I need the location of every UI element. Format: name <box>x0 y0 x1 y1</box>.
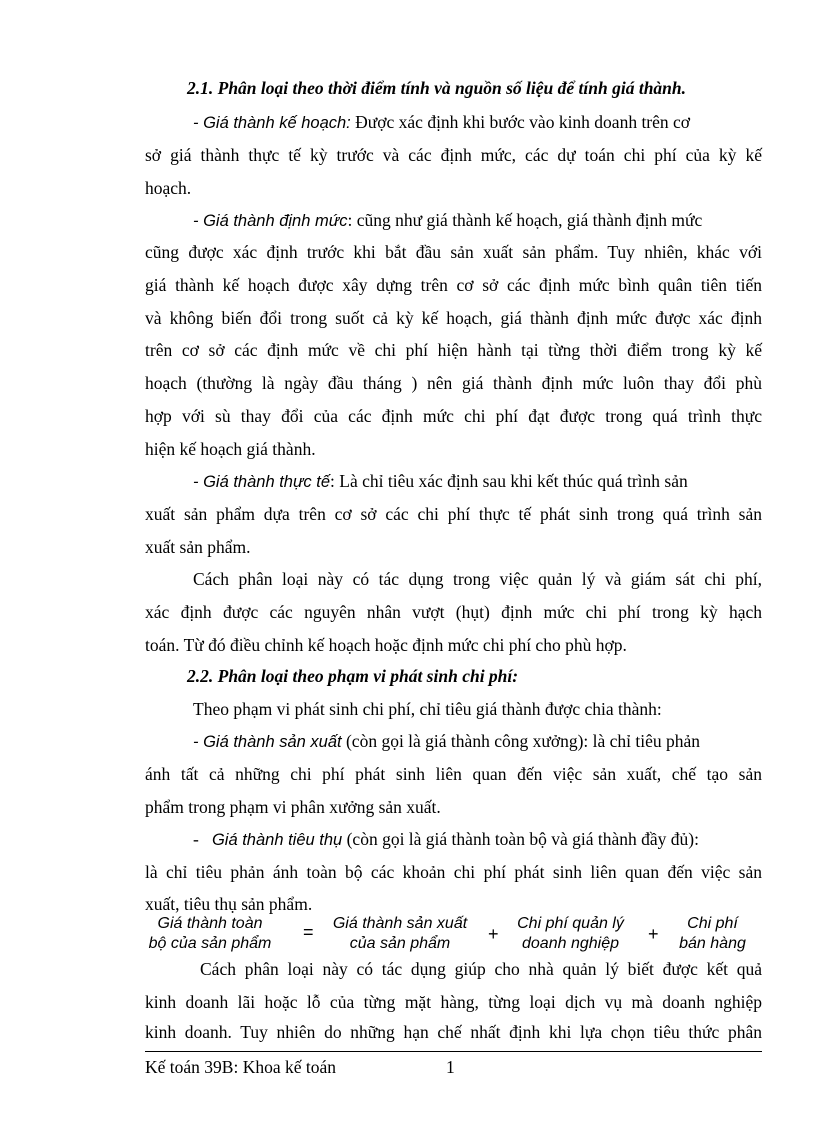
paragraph-consumption-cost: - Giá thành tiêu thụ (còn gọi là giá thành toàn bộ và giá thành đầy đủ): <box>193 829 699 849</box>
text-line: hoạch (thường là ngày đầu tháng ) nên giá thành định mức luôn thay đổi phù <box>145 373 762 393</box>
term-production-cost: - Giá thành sản xuất <box>193 733 342 751</box>
footer-label: Kế toán 39B: Khoa kế toán <box>145 1057 336 1077</box>
plus-sign: + <box>488 924 499 944</box>
text-line: xuất, tiêu thụ sản phẩm. <box>145 894 313 914</box>
text-line: Cách phân loại này có tác dụng trong việc quản lý và giám sát chi phí, <box>193 569 762 589</box>
paragraph-norm-cost: - Giá thành định mức: cũng như giá thành kế hoạch, giá thành định mức <box>193 210 703 230</box>
text-line: xuất sản phẩm dựa trên cơ sở các chi phí thực tế phát sinh trong quá trình sản <box>145 504 762 524</box>
text-line: ánh tất cả những chi phí phát sinh liên quan đến việc sản xuất, chế tạo sản <box>145 764 762 784</box>
text-line: trên cơ sở các định mức về chi phí hiện hành tại từng thời điểm trong kỳ kế <box>145 340 762 360</box>
footer-divider <box>145 1051 762 1052</box>
text-line: là chỉ tiêu phản ánh toàn bộ các khoản chi phí phát sinh liên quan đến việc sản <box>145 862 762 882</box>
section-heading-2-2: 2.2. Phân loại theo phạm vi phát sinh chi phí: <box>187 666 519 686</box>
text-line: xuất sản phẩm. <box>145 537 251 557</box>
formula-term-management-cost: Chi phí quản lý doanh nghiệp <box>517 915 624 952</box>
text-line: giá thành kế hoạch được xây dựng trên cơ sở các định mức bình quân tiên tiến <box>145 275 762 295</box>
text-line: và không biến đổi trong suốt cả kỳ kế hoạch, giá thành định mức được xác định <box>145 308 762 328</box>
text-line: hoạch. <box>145 178 192 198</box>
equals-sign: = <box>303 922 314 942</box>
text-line: kinh doanh. Tuy nhiên do những hạn chế nhất định khi lựa chọn tiêu thức phân <box>145 1022 762 1042</box>
term-plan-cost: - Giá thành kế hoạch: <box>193 114 351 132</box>
cost-formula <box>145 912 765 956</box>
section-heading-2-1: 2.1. Phân loại theo thời điểm tính và nguồn số liệu để tính giá thành. <box>187 78 687 98</box>
term-norm-cost: - Giá thành định mức <box>193 212 348 230</box>
formula-term-total-cost: Giá thành toàn bộ của sản phẩm <box>148 915 272 952</box>
paragraph-production-cost: - Giá thành sản xuất (còn gọi là giá thành công xưởng): là chỉ tiêu phản <box>193 731 701 751</box>
paragraph-plan-cost: - Giá thành kế hoạch: Được xác định khi bước vào kinh doanh trên cơ <box>193 112 691 132</box>
text-line: kinh doanh lãi hoặc lỗ của từng mặt hàng, từng loại dịch vụ mà doanh nghiệp <box>145 992 762 1012</box>
plus-sign: + <box>648 924 659 944</box>
text-line: hợp với sù thay đổi của các định mức chi phí đạt được trong quá trình thực <box>145 406 762 426</box>
text-line: Theo phạm vi phát sinh chi phí, chỉ tiêu giá thành được chia thành: <box>193 699 662 719</box>
text-line: sở giá thành thực tế kỳ trước và các định mức, các dự toán chi phí của kỳ kế <box>145 145 762 165</box>
paragraph-actual-cost: - Giá thành thực tế: Là chỉ tiêu xác định sau khi kết thúc quá trình sản <box>193 471 688 491</box>
text-line: Cách phân loại này có tác dụng giúp cho nhà quản lý biết được kết quả <box>200 959 762 979</box>
page-number: 1 <box>446 1057 455 1077</box>
formula-term-production-cost: Giá thành sản xuất của sản phẩm <box>332 915 468 952</box>
text-line: hiện kế hoạch giá thành. <box>145 439 316 459</box>
text-line: xác định được các nguyên nhân vượt (hụt) định mức chi phí trong kỳ hạch <box>145 602 762 622</box>
text-line: toán. Từ đó điều chỉnh kế hoạch hoặc định mức chi phí cho phù hợp. <box>145 635 627 655</box>
text-line: cũng được xác định trước khi bắt đầu sản xuất sản phẩm. Tuy nhiên, khác với <box>145 242 762 262</box>
term-actual-cost: - Giá thành thực tế <box>193 473 331 491</box>
formula-term-selling-cost: Chi phí bán hàng <box>679 915 746 952</box>
text-line: phẩm trong phạm vi phân xưởng sản xuất. <box>145 797 441 817</box>
term-consumption-cost: Giá thành tiêu thụ <box>211 831 343 849</box>
